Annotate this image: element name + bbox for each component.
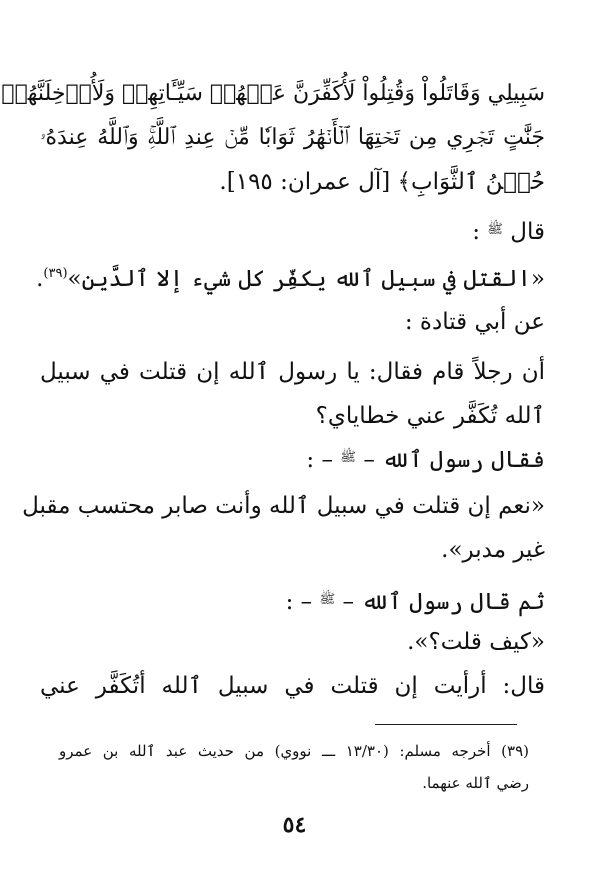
footnote-reference: (٣٩) <box>43 266 68 281</box>
salawat-symbol: ﷺ <box>340 450 356 465</box>
said-label: قال <box>510 219 545 245</box>
quran-verse-line-3: حُسۡنُ ٱلثَّوَابِ﴾ [آل عمران: ١٩٥]. <box>219 169 545 195</box>
quran-verse-line-2: جَنَّٰتٍ تَجۡرِي مِن تَحۡتِهَا ٱلۡأَنۡهَٰرُ ثَوَابٗا مِّنۡ عِندِ ٱللَّهِۚ وَٱللَّهُ عِندَهُۥ <box>40 125 545 150</box>
footnote-line-1: (٣٩) أخرجه مسلم: (١٣/٣٠ ـــ نووي) من حديث عبد ٱلله بن عمرو <box>59 742 529 760</box>
footnote-line-2: رضي ٱلله عنهما. <box>422 774 529 792</box>
dash-colon: – : <box>306 447 333 473</box>
text-line-13: «كيف قلت؟». <box>407 629 545 655</box>
text-line-12 <box>40 578 545 622</box>
quran-verse-line-1: سَبِيلِي وَقَاتَلُواْ وَقُتِلُواْ لَأُكَفِّرَنَّ عَنۡهُمۡ سَيِّـَٔاتِهِمۡ وَلَأُدۡخِلَنَّهُمۡ <box>1 81 545 106</box>
text-line-8: ٱلله تُكَفَّر عني خطاياي؟ <box>315 403 545 429</box>
page-number: ٥٤ <box>282 812 307 838</box>
salawat-symbol: ﷺ <box>319 592 336 607</box>
hadith-line-5 <box>36 252 545 296</box>
footnote-divider <box>375 724 517 725</box>
period: . <box>36 266 44 292</box>
text-line-11: غير مدبر». <box>441 537 545 563</box>
dash-colon: – : <box>285 589 313 615</box>
text-line-9 <box>40 436 545 480</box>
hadith-quote: «القتل في سبيل ٱلله يكفِّر كل شيء إلا ٱلدَّين» <box>67 266 545 292</box>
text-line-14: قال: أرأيت إن قتلت في سبيل ٱلله أتُكَفَّر عني <box>40 673 545 699</box>
salawat-symbol: ﷺ <box>487 222 503 237</box>
text-line-10: «نعم إن قتلت في سبيل ٱلله وأنت صابر محتسب مقبل <box>22 493 545 519</box>
said-label: ثم قال رسول ٱلله – <box>342 589 545 615</box>
text-line-4 <box>40 208 545 252</box>
text-line-7: أن رجلاً قام فقال: يا رسول ٱلله إن قتلت في سبيل <box>40 359 545 385</box>
said-label: فقال رسول ٱلله – <box>363 447 545 473</box>
text-line-6: عن أبي قتادة : <box>404 309 545 335</box>
colon: : <box>472 219 480 245</box>
